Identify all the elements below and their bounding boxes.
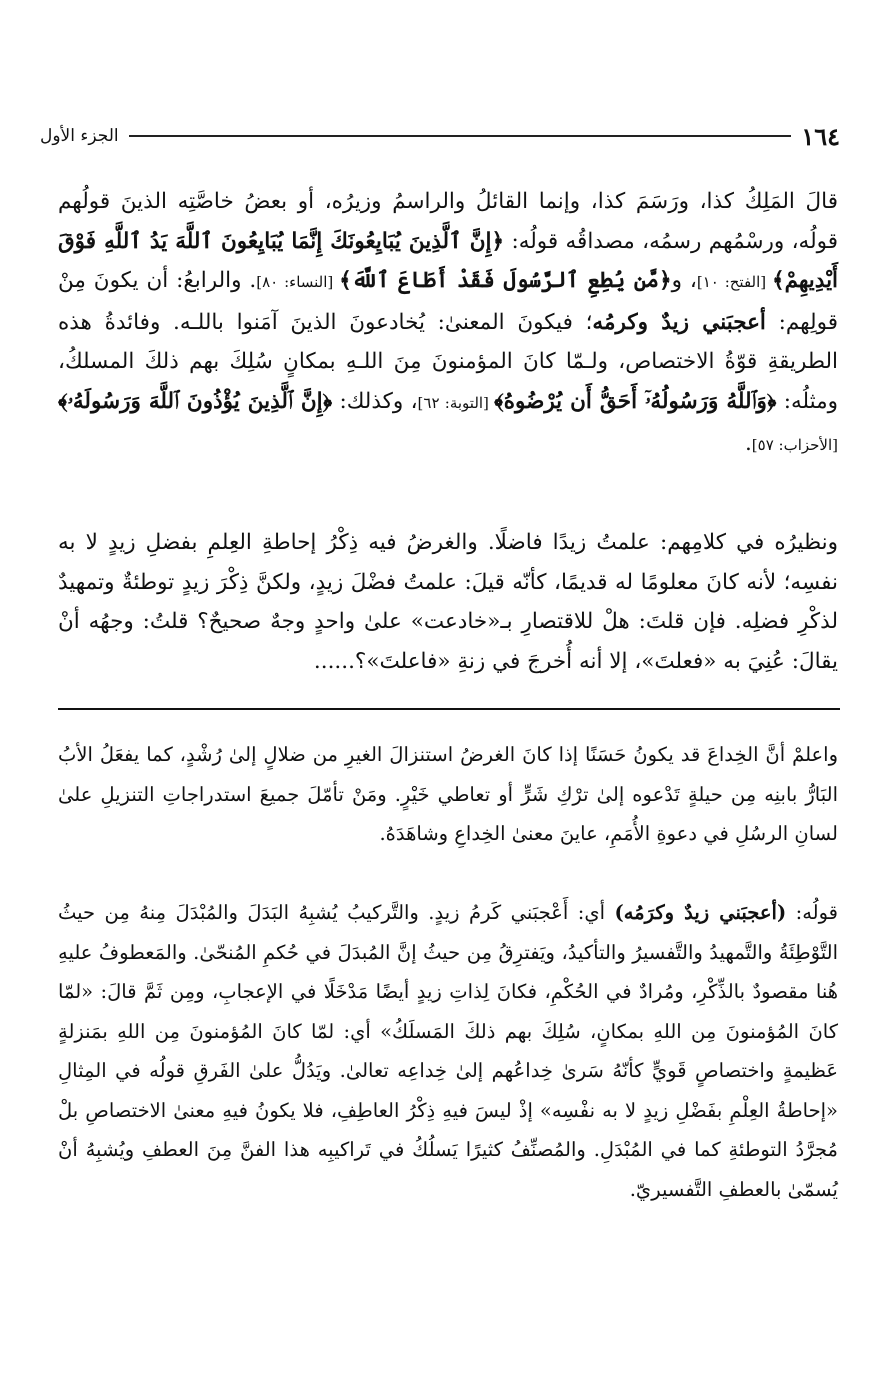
text-segment: أي: أَعْجبَني كَرمُ زيدٍ. والتَّركيبُ يُشبِهُ البَدَلَ والمُبْدَلَ مِنهُ مِن حيثُ التَّوْطِئَةُ والتَّمهيدُ والتَّفسيرُ والتأكيدُ، ويَفترِقُ مِن حيثُ إنَّ المُبدَلَ في حُكمِ المُنحّىٰ. والمَعطوفُ عليهِ هُنا مقصودٌ بالذِّكْرِ، ومُرادٌ في الحُكْمِ، فكانَ لِذاتِ زيدٍ أيضًا مَدْخَلًا في الإعجابِ، ومِن ثَمَّ قالَ: «لمّا كانَ المُؤمنونَ مِن اللهِ بمكانٍ، سُلِكَ بهم ذلكَ المَسلَكُ» أي: لمّا كانَ المُؤمنونَ مِن اللهِ بمَنزلةٍ عَظيمةٍ واختصاصٍ قَويٍّ كأنّهُ سَرىٰ خِداعُهم إلىٰ خِداعِه تعالىٰ. ويَدُلُّ علىٰ الفَرقِ قولُه في المِثالِ «إحاطةُ العِلْمِ بفَضْلِ زيدٍ لا به نفْسِه» إذْ ليسَ فيهِ ذِكْرُ العاطِفِ، فلا يكونُ فيهِ معنىٰ الاختصاصِ بلْ مُجرَّدُ التوطئةِ كما في المُبْدَلِ. والمُصنِّفُ كثيرًا يَسلُكُ في تَراكيبِه هذا الفنَّ مِنَ العطفِ ويُشبِهُ أنْ يُسمّىٰ بالعطفِ التَّفسيريّ. (58, 901, 838, 1201)
text-segment: ؛ فيكونَ المعنىٰ: يُخادعونَ الذينَ آمَنوا باللـه. وفائدةُ هذه الطريقةِ قوّةُ الاختصاص، ولـمّا كانَ المؤمنونَ مِنَ اللـهِ بمكانٍ سُلِكَ بهم ذلكَ المسلكُ، ومثلُه: (58, 309, 838, 414)
quran-verse: ﴿إِنَّ ٱلَّذِينَ يُبَايِعُونَكَ إِنَّمَا يُبَايِعُونَ ٱللَّهَ يَدُ ٱللَّهِ فَوْقَ أَيْدِيهِمْ﴾ (58, 228, 839, 294)
main-paragraph-1 (58, 182, 838, 465)
verse-reference: [النساء: ٨٠] (256, 273, 340, 292)
text-segment: ، وكذلك: (332, 388, 418, 414)
text-segment: قالَ المَلِكُ كذا، ورَسَمَ كذا، وإنما القائلُ والراسمُ وزيرُه، أو بعضُ خاصَّتِه الذينَ قولُهم قولُه، ورسْمُهم رسمُه، مصداقُه قولُه: (58, 189, 839, 254)
commentary-paragraph-2 (58, 893, 838, 1209)
page-header (40, 118, 840, 154)
text-segment: . والرابعُ: أن يكونَ مِنْ قولِهم: (58, 268, 838, 335)
text-segment: قولُه: (786, 901, 839, 924)
verse-reference: [الفتح: ١٠] (696, 273, 772, 292)
quoted-phrase: (أعجبَني زيدٌ وكرَمُه) (614, 901, 787, 924)
header-rule (129, 135, 792, 137)
part-title: الجزء الأول (40, 126, 119, 146)
quran-verse: ﴿إِنَّ ٱلَّذِينَ يُؤْذُونَ ٱللَّهَ وَرَسُولَهُۥ﴾ (58, 388, 333, 414)
verse-reference: [التوبة: ٦٢] (417, 393, 495, 412)
verse-reference: [الأحزاب: ٥٧] (751, 435, 838, 454)
commentary-paragraph-1: واعلمْ أنَّ الخِداعَ قد يكونُ حَسَنًا إذا كانَ الغرضُ استنزالَ الغيرِ من ضلالٍ إلىٰ رُشْدٍ، كما يفعَلُ الأبُ البَارُّ بابنِه مِن حيلةٍ تَدْعوه إلىٰ ترْكِ شَرٍّ أو تعاطي خَيْرٍ. ومَنْ تأمّلَ جميعَ استدراجاتِ التنزيلِ علىٰ لسانِ الرسُلِ في دعوةِ الأُمَمِ، عاينَ معنىٰ الخِداعِ وشاهَدَهُ. (58, 743, 838, 845)
text-segment: ، و (671, 268, 697, 294)
page-number: ١٦٤ (801, 121, 840, 151)
footnote-separator (58, 708, 840, 710)
text-segment: . (744, 430, 752, 456)
main-paragraph-2: ونظيرُه في كلامِهم: علمتُ زيدًا فاضلًا. والغرضُ فيه ذِكْرُ إحاطةِ العِلمِ بفضلِ زيدٍ لا به نفسِه؛ لأنه كانَ معلومًا له قديمًا، كأنّه قيلَ: علمتُ فضْلَ زيدٍ، ولكنَّ ذِكْرَ زيدٍ توطئةٌ وتمهيدٌ لذكْرِ فضلِه. فإن قلتَ: هلْ للاقتصارِ بـ«خادعت» علىٰ واحدٍ وجهٌ صحيحٌ؟ قلتُ: وجهُه أنْ يقالَ: عُنِيَ به «فعلتَ»، إلا أنه أُخرجَ في زنةِ «فاعلتَ»؟...... (58, 530, 838, 674)
quran-verse: ﴿وَٱللَّهُ وَرَسُولُهُۥٓ أَحَقُّ أَن يُرْضُوهُ﴾ (494, 388, 777, 414)
quran-verse: ﴿مَّن يُطِعِ ٱلرَّسُولَ فَقَدْ أَطَاعَ ٱللَّهَ﴾ (339, 268, 672, 294)
example-phrase: أعجبَني زيدٌ وكرمُه (592, 309, 766, 335)
